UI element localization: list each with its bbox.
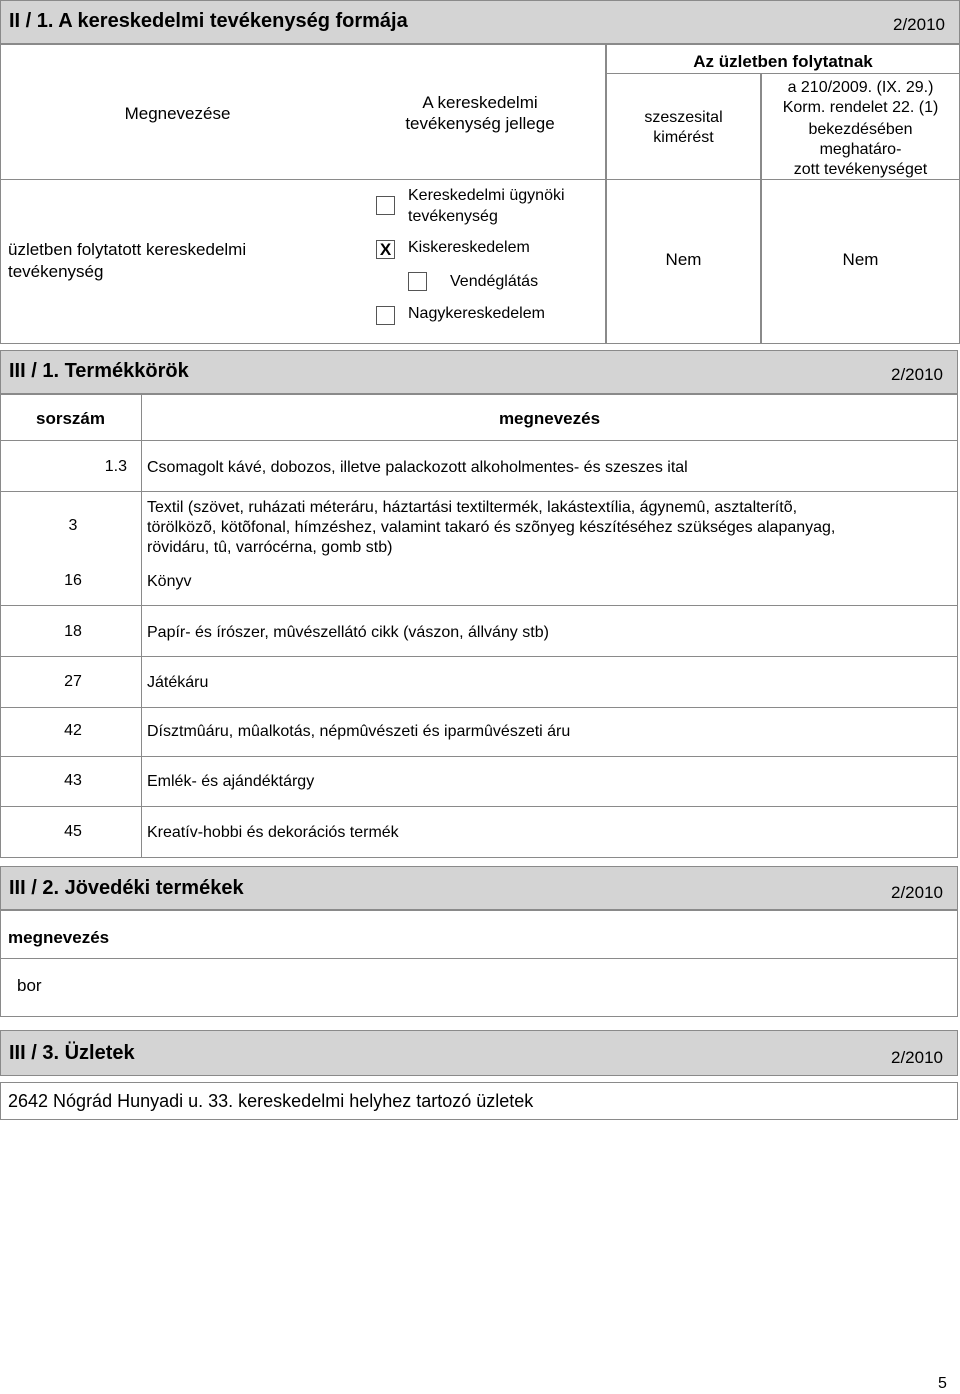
section3-table <box>0 910 958 1017</box>
checkbox-retail[interactable]: X <box>376 240 395 259</box>
row-8-number: 45 <box>64 823 82 840</box>
row-4-number: 18 <box>64 623 82 640</box>
row-line <box>1 707 958 708</box>
col-type-header-line1: A kereskedelmi <box>422 93 538 112</box>
section4-header <box>0 1030 958 1076</box>
sub1-line1: szeszesital <box>644 109 723 126</box>
sub1-line2: kimérést <box>653 129 714 146</box>
row-2-text-line1: Textil (szövet, ruházati méteráru, háztartási textiltermék, lakástextília, ágynemû, asztalterítõ, <box>147 499 798 516</box>
col-name-header: Megnevezése <box>124 104 231 123</box>
row-line <box>1 656 958 657</box>
row-6-number: 42 <box>64 722 82 739</box>
sub2-line1: a 210/2009. (IX. 29.) <box>787 79 934 96</box>
row-7-number: 43 <box>64 772 82 789</box>
row-1-text: Csomagolt kávé, dobozos, illetve palackozott alkoholmentes- és szeszes ital <box>147 459 688 476</box>
section3-header <box>0 866 958 910</box>
section4-year: 2/2010 <box>891 1048 943 1067</box>
value-alcohol: Nem <box>665 250 702 269</box>
row-name-line1: üzletben folytatott kereskedelmi <box>8 240 247 259</box>
col-product-header: megnevezés <box>498 409 601 428</box>
row-2-text-line2: törölközõ, kötõfonal, hímzéshez, valamint takaró és szõnyeg készítéséhez szükséges alapanyag, <box>147 519 836 536</box>
shop-header: Az üzletben folytatnak <box>693 52 873 71</box>
option-agent-line2: tevékenység <box>408 208 498 225</box>
shop-address: 2642 Nógrád Hunyadi u. 33. kereskedelmi helyhez tartozó üzletek <box>8 1091 534 1111</box>
row-4-text: Papír- és írószer, mûvészellátó cikk (vászon, állvány stb) <box>147 624 549 641</box>
row-3-number: 16 <box>64 572 82 589</box>
section3-header-line <box>1 958 958 959</box>
sub2-line5: zott tevékenységet <box>793 161 928 178</box>
row-1-number: 1.3 <box>104 458 127 475</box>
section2-header <box>0 350 958 394</box>
checkbox-wholesale[interactable] <box>376 306 395 325</box>
row-3-text: Könyv <box>147 573 192 590</box>
option-agent-line1: Kereskedelmi ügynöki <box>408 187 565 204</box>
sub2-line2: Korm. rendelet 22. (1) <box>782 99 939 116</box>
row-line <box>1 806 958 807</box>
sub2-line3: bekezdésében <box>808 121 913 138</box>
sub2-line4: meghatáro- <box>819 141 902 158</box>
section1-shop-header-line <box>607 73 959 74</box>
section1-year: 2/2010 <box>893 15 945 34</box>
row-line <box>1 491 958 492</box>
row-5-text: Játékáru <box>147 674 209 691</box>
row-line <box>1 756 958 757</box>
row-7-text: Emlék- és ajándéktárgy <box>147 773 315 790</box>
option-retail: Kiskereskedelem <box>408 239 530 256</box>
option-wholesale: Nagykereskedelem <box>408 305 545 322</box>
row-name-line2: tevékenység <box>8 262 104 281</box>
section3-title: III / 2. Jövedéki termékek <box>9 877 244 899</box>
page-number: 5 <box>938 1375 947 1392</box>
excise-col-header: megnevezés <box>8 928 110 947</box>
section2-title: III / 1. Termékkörök <box>9 360 189 382</box>
col-number-header: sorszám <box>36 409 105 428</box>
checkbox-agent[interactable] <box>376 196 395 215</box>
section1-header <box>0 0 960 44</box>
section1-left-divider <box>1 179 605 180</box>
option-catering: Vendéglátás <box>450 273 539 290</box>
row-6-text: Dísztmûáru, mûalkotás, népmûvészeti és iparmûvészeti áru <box>147 723 571 740</box>
section4-title: III / 3. Üzletek <box>9 1042 135 1064</box>
row-5-number: 27 <box>64 673 82 690</box>
row-2-number: 3 <box>68 517 78 534</box>
value-other-activity: Nem <box>842 250 879 269</box>
section1-divider-v1 <box>605 45 607 344</box>
section2-year: 2/2010 <box>891 365 943 384</box>
row-8-text: Kreatív-hobbi és dekorációs termék <box>147 824 399 841</box>
section2-header-line <box>1 440 958 441</box>
section3-year: 2/2010 <box>891 883 943 902</box>
checkbox-catering[interactable] <box>408 272 427 291</box>
excise-value: bor <box>17 976 42 995</box>
section2-col-divider <box>141 395 142 857</box>
row-line <box>1 605 958 606</box>
row-2-text-line3: rövidáru, tû, varrócérna, gomb stb) <box>147 539 393 556</box>
col-type-header-line2: tevékenység jellege <box>405 114 555 133</box>
section1-title: II / 1. A kereskedelmi tevékenység formája <box>9 10 408 32</box>
